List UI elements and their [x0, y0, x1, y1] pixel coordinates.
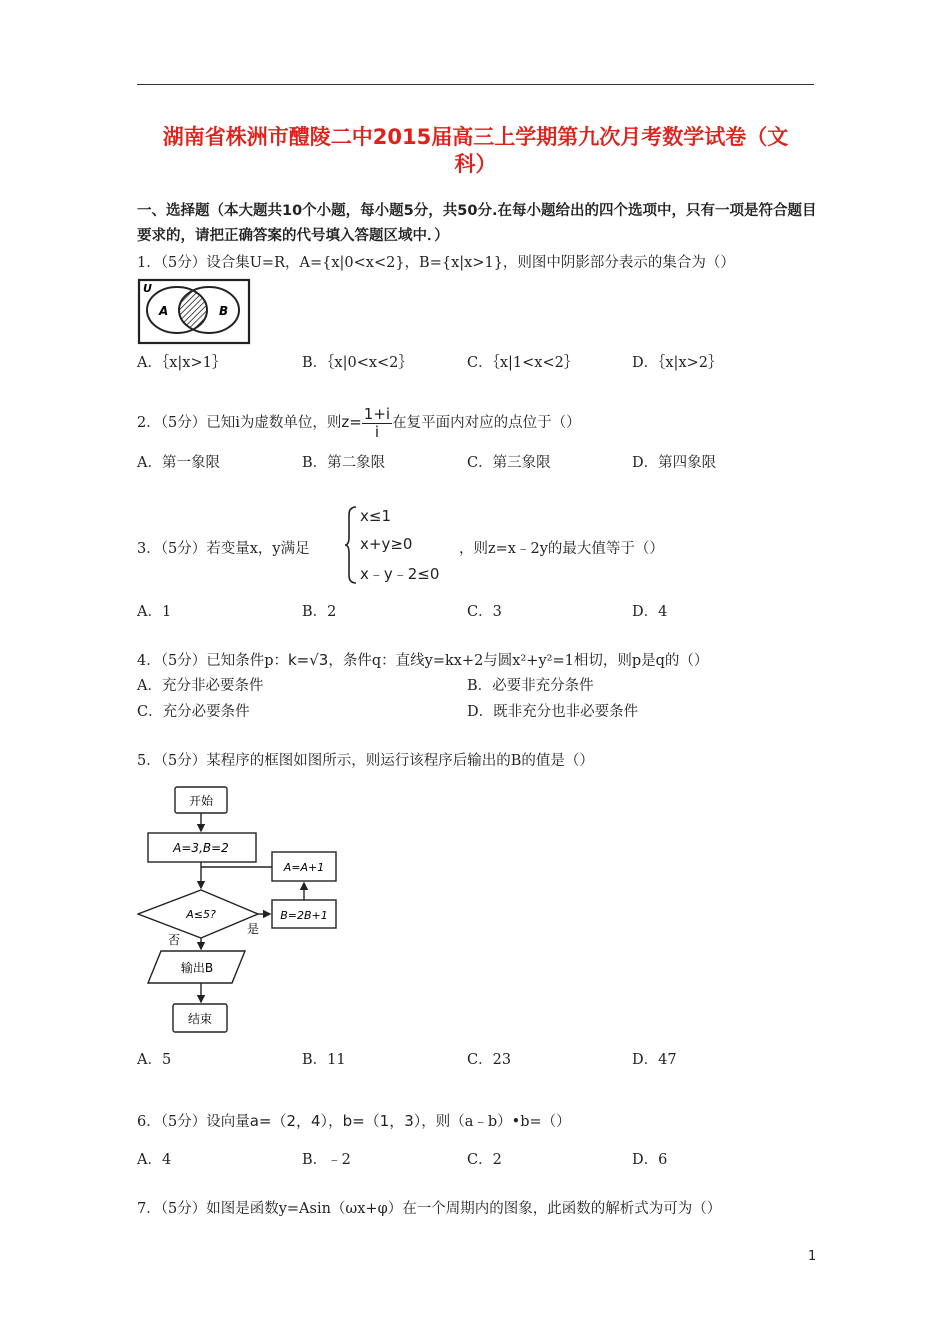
q2-option-b: B．第二象限: [302, 455, 386, 471]
q4-option-c: C．充分必要条件: [137, 704, 250, 720]
flow-yes-label: 是: [247, 922, 260, 936]
flowchart: [137, 784, 342, 1040]
question-4: [137, 649, 708, 670]
q6-separator: ，: [328, 1114, 343, 1130]
q6-option-d: D．6: [632, 1152, 668, 1168]
q6-option-c: C．2: [467, 1152, 502, 1168]
q4-option-a: A．充分非必要条件: [137, 678, 264, 694]
venn-label-u: U: [143, 282, 152, 295]
q5-option-b: B．11: [302, 1052, 346, 1068]
venn-label-b: B: [219, 304, 229, 318]
q2-denominator: i: [374, 422, 380, 441]
q1-option-d: D．｛x|x>2｝: [632, 355, 723, 371]
q6-option-a: A．4: [137, 1152, 172, 1168]
q6-option-b: B．﹣2: [302, 1152, 351, 1168]
flow-init-label: A=3,B=2: [173, 841, 229, 855]
question-2: [137, 400, 581, 445]
q3-option-c: C．3: [467, 604, 502, 620]
q5-option-c: C．23: [467, 1052, 512, 1068]
venn-diagram: [137, 278, 252, 346]
header-rule: [137, 84, 814, 85]
question-7-text: 7．（5分）如图是函数y=Asin（ωx+φ）在一个周期内的图象，此函数的解析式为可为（）: [137, 1201, 722, 1217]
q1-option-c: C．｛x|1<x<2｝: [467, 355, 579, 371]
q5-option-d: D．47: [632, 1052, 677, 1068]
q1-option-b: B．｛x|0<x<2｝: [302, 355, 413, 371]
question-1-text: 1．（5分）设合集U=R，A={x|0<x<2}，B={x|x>1}，则图中阴影部分表示的集合为（）: [137, 255, 735, 271]
page-title-line2: 科）: [454, 152, 497, 176]
flow-no-label: 否: [168, 933, 181, 947]
q3-suffix: ，则z=x﹣2y的最大值等于（）: [459, 541, 664, 557]
q3-option-b: B．2: [302, 604, 337, 620]
venn-label-a: A: [159, 304, 169, 318]
q6-vector-a: a=（2，4）: [249, 1112, 329, 1130]
q4-suffix: ，条件q：直线y=kx+2与圆x²+y²=1相切，则p是q的（）: [328, 653, 709, 669]
q2-z-label: z=: [341, 413, 362, 431]
page-number: 1: [808, 1249, 817, 1264]
q6-prefix: 6．（5分）设向量: [137, 1114, 250, 1130]
flow-output-label: 输出B: [180, 961, 214, 975]
q3-constraint-2: x+y≥0: [360, 535, 413, 553]
q2-option-a: A．第一象限: [137, 455, 220, 471]
q4-prefix: 4．（5分）已知条件p：: [137, 653, 288, 669]
q3-constraint-3: x﹣y﹣2≤0: [360, 565, 440, 583]
q2-numerator: 1+i: [363, 404, 391, 423]
q4-option-b: B．必要非充分条件: [467, 678, 594, 694]
q3-option-d: D．4: [632, 604, 668, 620]
question-6: [137, 1110, 571, 1131]
q3-option-a: A．1: [137, 604, 172, 620]
q6-vector-b: b=（1，3）: [342, 1112, 422, 1130]
q6-suffix: ，则（a﹣b）•b=（）: [421, 1114, 571, 1130]
q2-prefix: 2．（5分）已知i为虚数单位，则: [137, 415, 342, 431]
flow-start-label: 开始: [188, 794, 214, 808]
q2-suffix: 在复平面内对应的点位于（）: [392, 415, 581, 431]
q1-option-a: A．｛x|x>1｝: [137, 355, 227, 371]
q4-option-d: D．既非充分也非必要条件: [467, 704, 639, 720]
flow-condition-label: A≤5?: [186, 908, 216, 921]
q5-option-a: A．5: [137, 1052, 172, 1068]
flow-update-b-label: B=2B+1: [280, 909, 328, 922]
section-heading: 一、选择题（本大题共10个小题，每小题5分，共50分.在每小题给出的四个选项中，只有一项是符合题目要求的，请把正确答案的代号填入答题区域中．）: [137, 203, 817, 244]
q2-fraction: [362, 406, 392, 441]
q3-brace: [344, 505, 358, 585]
q2-option-c: C．第三象限: [467, 455, 551, 471]
q2-option-d: D．第四象限: [632, 455, 717, 471]
question-5-text: 5．（5分）某程序的框图如图所示，则运行该程序后输出的B的值是（）: [137, 753, 594, 769]
q4-condition: k=√3: [287, 651, 329, 669]
q3-constraint-1: x≤1: [360, 507, 391, 525]
flow-end-label: 结束: [187, 1012, 213, 1026]
page-title-line1: 湖南省株洲市醴陵二中2015届高三上学期第九次月考数学试卷（文: [162, 125, 789, 149]
flow-update-a-label: A=A+1: [283, 861, 325, 874]
q3-prefix: 3．（5分）若变量x，y满足: [137, 541, 310, 557]
